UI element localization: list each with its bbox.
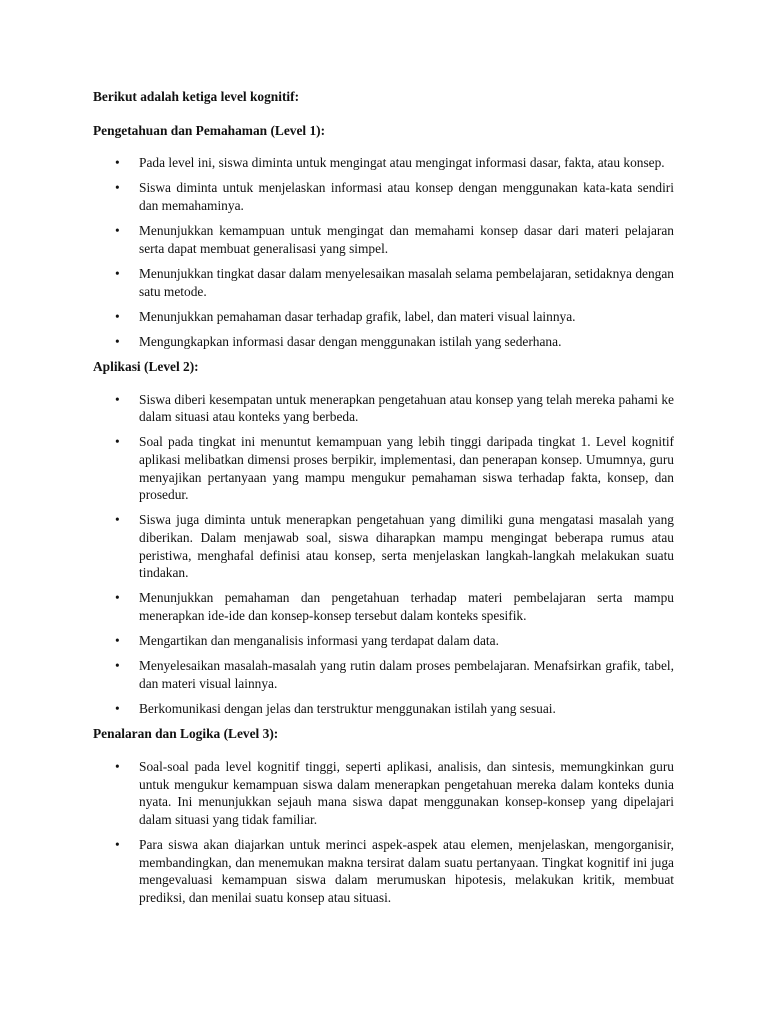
list-item (93, 308, 674, 326)
list-item (93, 179, 674, 214)
bullet-icon: • (115, 658, 120, 674)
bullet-icon: • (115, 836, 120, 852)
list-item (93, 511, 674, 581)
section-title-level-2: Aplikasi (Level 2): (93, 359, 199, 375)
list-item-text: Mengartikan dan menganalisis informasi yang terdapat dalam data. (139, 633, 499, 649)
list-item-text: Para siswa akan diajarkan untuk merinci aspek-aspek atau elemen, menjelaskan, mengorganisir, membandingkan, dan menemukan makna tersirat dalam suatu pertanyaan. Tingkat kognitif ini juga mengevaluasi kemampuan siswa dalam merumuskan hipotesis, melakukan kritik, membuat prediksi, dan menilai suatu konsep atau situasi. (139, 836, 674, 905)
list-item-text: Menunjukkan pemahaman dan pengetahuan terhadap materi pembelajaran serta mampu menerapkan ide-ide dan konsep-konsep tersebut dalam konteks spesifik. (139, 590, 674, 623)
list-item-text: Siswa diberi kesempatan untuk menerapkan pengetahuan atau konsep yang telah mereka pahami ke dalam situasi atau konteks yang berbeda. (139, 391, 674, 425)
bullet-icon: • (115, 308, 120, 324)
bullet-icon: • (115, 633, 120, 649)
list-item (93, 391, 674, 426)
section-title-level-3: Penalaran dan Logika (Level 3): (93, 726, 279, 742)
list-item (93, 758, 674, 828)
list-item-text: Soal-soal pada level kognitif tinggi, seperti aplikasi, analisis, dan sintesis, memungkinkan guru untuk mengukur kemampuan siswa dalam menerapkan pengetahuan mereka dalam konteks dunia nyata. Ini menunjukkan sejauh mana siswa dapat menggunakan konsep-konsep yang dipelajari dalam situasi yang tidak familiar. (139, 758, 674, 827)
list-item (93, 657, 674, 692)
section-title-level-1: Pengetahuan dan Pemahaman (Level 1): (93, 122, 326, 138)
bullet-icon: • (115, 180, 120, 196)
list-item-text: Berkomunikasi dengan jelas dan terstruktur menggunakan istilah yang sesuai. (139, 701, 556, 717)
list-item (93, 836, 674, 906)
bullet-icon: • (115, 265, 120, 281)
bullet-icon: • (115, 512, 120, 528)
bullet-icon: • (115, 391, 120, 407)
bullet-icon: • (115, 333, 120, 349)
list-item-text: Menyelesaikan masalah-masalah yang rutin dalam proses pembelajaran. Menafsirkan grafik, tabel, dan materi visual lainnya. (139, 658, 674, 691)
intro-heading: Berikut adalah ketiga level kognitif: (93, 89, 300, 104)
list-item-text: Mengungkapkan informasi dasar dengan menggunakan istilah yang sederhana. (139, 333, 562, 349)
list-item (93, 700, 674, 718)
list-item (93, 154, 674, 172)
list-item-text: Menunjukkan pemahaman dasar terhadap grafik, label, dan materi visual lainnya. (139, 308, 576, 324)
list-item (93, 265, 674, 300)
list-item (93, 333, 674, 351)
list-item (93, 589, 674, 624)
bullet-icon: • (115, 590, 120, 606)
list-item-text: Pada level ini, siswa diminta untuk mengingat atau mengingat informasi dasar, fakta, atau konsep. (139, 155, 665, 171)
list-item-text: Soal pada tingkat ini menuntut kemampuan yang lebih tinggi daripada tingkat 1. Level kognitif aplikasi melibatkan dimensi proses berpikir, implementasi, dan penerapan konsep. Umumnya, guru menyajikan pertanyaan yang mampu mengukur pemahaman siswa terhadap fakta, konsep, dan prosedur. (139, 434, 674, 503)
bullet-icon: • (115, 758, 120, 774)
level-3-list (93, 758, 674, 906)
bullet-icon: • (115, 223, 120, 239)
level-2-list (93, 391, 674, 718)
document-page (93, 88, 674, 914)
list-item-text: Menunjukkan tingkat dasar dalam menyelesaikan masalah selama pembelajaran, setidaknya dengan satu metode. (139, 265, 674, 299)
list-item-text: Menunjukkan kemampuan untuk mengingat dan memahami konsep dasar dari materi pelajaran serta dapat membuat generalisasi yang simpel. (139, 223, 674, 256)
level-1-list (93, 154, 674, 350)
bullet-icon: • (115, 434, 120, 450)
bullet-icon: • (115, 155, 120, 171)
list-item-text: Siswa juga diminta untuk menerapkan pengetahuan yang dimiliki guna mengatasi masalah yang diberikan. Dalam menjawab soal, siswa diharapkan mampu mengingat beberapa rumus atau peristiwa, menghafal definisi atau konsep, serta menjelaskan langkah-langkah melakukan suatu tindakan. (139, 512, 674, 581)
bullet-icon: • (115, 701, 120, 717)
list-item-text: Siswa diminta untuk menjelaskan informasi atau konsep dengan menggunakan kata-kata sendiri dan memahaminya. (139, 180, 674, 213)
list-item (93, 632, 674, 650)
list-item (93, 433, 674, 503)
list-item (93, 222, 674, 257)
